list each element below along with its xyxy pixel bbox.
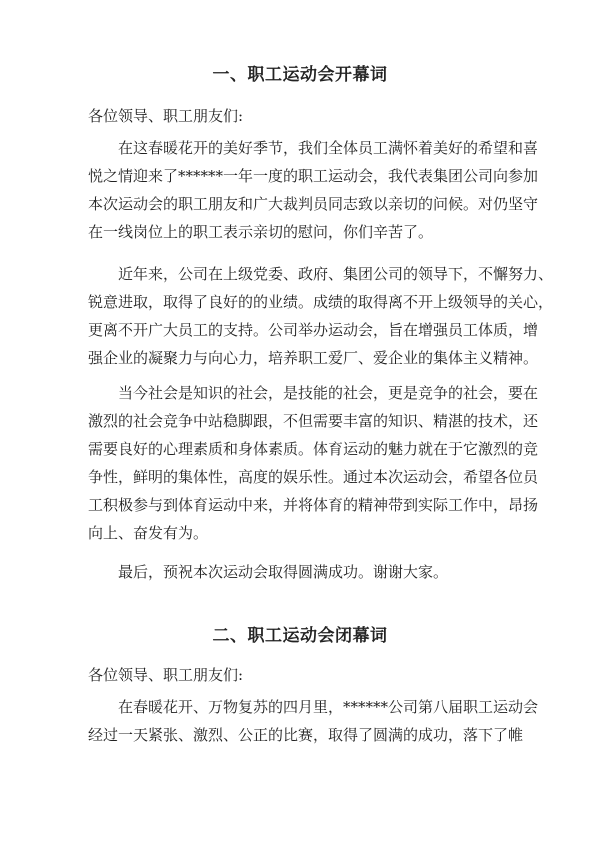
paragraph-line: 需要良好的心理素质和身体素质。体育运动的魅力就在于它激烈的竞 (88, 440, 539, 458)
paragraph-line: 锐意进取，取得了良好的的业绩。成绩的取得离不开上级领导的关心， (88, 293, 554, 311)
section-1-title: 一、职工运动会开幕词 (212, 65, 388, 85)
paragraph-line: 强企业的凝聚力与向心力，培养职工爱厂、爱企业的集体主义精神。 (88, 349, 539, 367)
paragraph-line: 工积极参与到体育运动中来，并将体育的精神带到实际工作中，昂扬 (88, 496, 539, 514)
paragraph-line: 当今社会是知识的社会，是技能的社会，更是竞争的社会，要在 (88, 384, 539, 402)
paragraph-line: 更离不开广大员工的支持。公司举办运动会，旨在增强员工体质，增 (88, 321, 539, 339)
section-2-salutation: 各位领导、职工朋友们: (88, 666, 244, 684)
paragraph-line: 向上、奋发有为。 (88, 524, 209, 542)
section-2-title: 二、职工运动会闭幕词 (212, 626, 388, 646)
paragraph-line: 激烈的社会竞争中站稳脚跟，不但需要丰富的知识、精湛的技术，还 (88, 412, 539, 430)
section-1-salutation: 各位领导、职工朋友们: (88, 107, 244, 125)
paragraph-line: 最后，预祝本次运动会取得圆满成功。谢谢大家。 (88, 563, 449, 581)
paragraph-line: 在这春暖花开的美好季节，我们全体员工满怀着美好的希望和喜 (88, 139, 539, 157)
paragraph-line: 争性，鲜明的集体性，高度的娱乐性。通过本次运动会，希望各位员 (88, 468, 539, 486)
paragraph-line: 经过一天紧张、激烈、公正的比赛，取得了圆满的成功，落下了帷 (88, 726, 524, 744)
paragraph-line: 在一线岗位上的职工表示亲切的慰问，你们辛苦了。 (88, 223, 434, 241)
paragraph-line: 悦之情迎来了******一年一度的职工运动会，我代表集团公司向参加 (88, 167, 539, 185)
paragraph-line: 在春暖花开、万物复苏的四月里，******公司第八届职工运动会 (88, 698, 539, 716)
paragraph-line: 本次运动会的职工朋友和广大裁判员同志致以亲切的问候。对仍坚守 (88, 195, 539, 213)
paragraph-line: 近年来，公司在上级党委、政府、集团公司的领导下，不懈努力、 (88, 265, 554, 283)
